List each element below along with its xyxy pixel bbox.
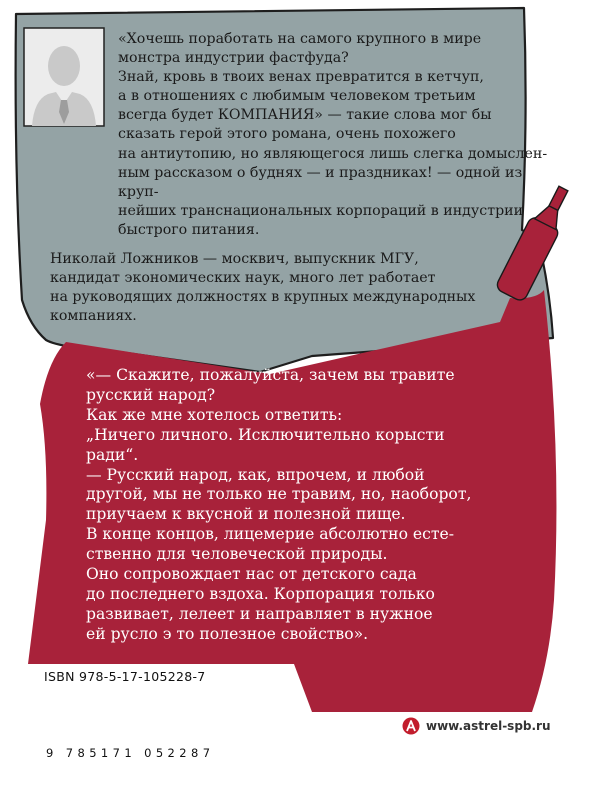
quote-line: Оно сопровождает нас от детского сада [86,565,417,584]
intro-paragraph: «Хочешь поработать на самого крупного в мире монстра индустрии фастфуда? Знай, кровь в твоих венах превратится в кетчуп, а в отношениях с любимым человеком третьим всегда будет КОМПАНИЯ» — такие слова мог бы сказать герой этого романа, очень похожего на антиутопию, но являющегося лишь слегка домыслен- ным рассказом о буднях — и праздниках! — одной из круп- нейших транснациональных корпораций в индустрии быстрого питания. [118,31,548,238]
publisher-a-logo-icon [402,717,420,735]
quote-line: развивает, лелеет и направляет в нужное [86,604,433,623]
quote-line: ей русло э то полезное свойство». [86,624,369,643]
quote-line: до последнего вздоха. Корпорация только [86,584,435,603]
author-paragraph: Николай Ложников — москвич, выпускник МГУ, кандидат экономических наук, много лет работает на руководящих должностях в крупных международных компаниях. [50,251,476,325]
quote-line: В конце концов, лицемерие абсолютно есте- [86,525,455,544]
publisher [402,717,551,735]
quote-text [86,366,506,645]
avatar [24,28,104,126]
quote-line: — Русский народ, как, впрочем, и любой [86,465,425,484]
quote-line: «— Скажите, пожалуйста, зачем вы травите [86,366,455,384]
quote-line: „Ничего личного. Исключительно корысти [86,425,445,444]
isbn-label: ISBN 978-5-17-105228-7 [44,669,206,684]
quote-line: русский народ? [86,385,216,404]
quote-line: приучаем к вкусной и полезной пище. [86,505,406,524]
quote-line: ради“. [86,445,139,464]
barcode-digits: 9 785171 052287 [46,746,215,760]
quote-line: ственно для человеческой природы. [86,545,388,564]
intro-text [118,30,548,240]
isbn-block [38,668,290,766]
quote-line: Как же мне хотелось ответить: [86,405,343,424]
author-text [50,250,520,326]
quote-line: другой, мы не только не травим, но, наоборот, [86,485,472,504]
publisher-url[interactable]: www.astrel-spb.ru [426,719,551,733]
